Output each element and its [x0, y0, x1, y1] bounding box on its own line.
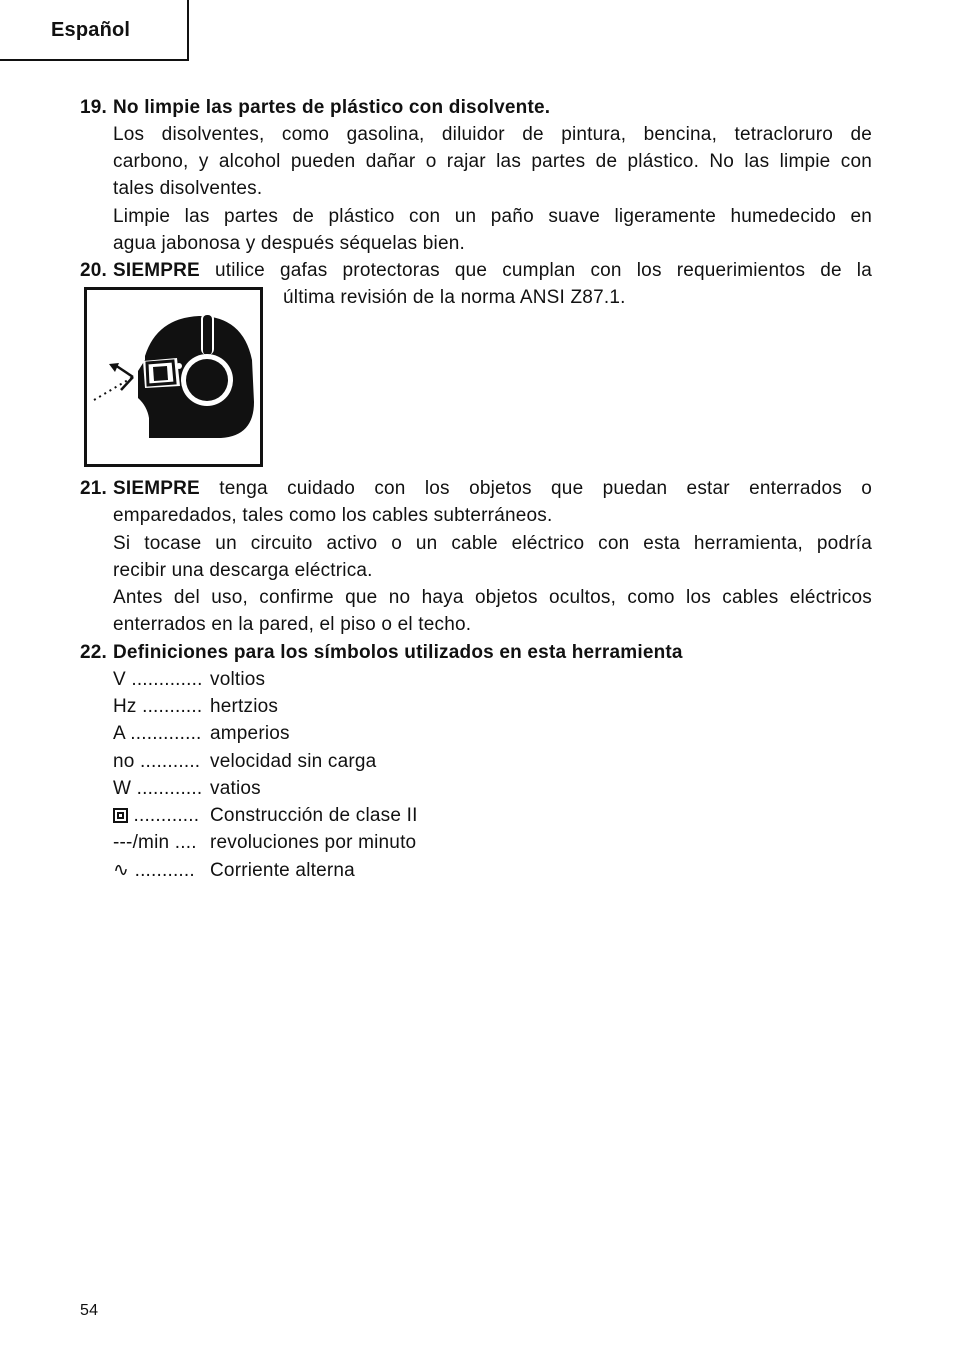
symbol-key: no ...........: [113, 751, 201, 772]
safety-goggles-ear-protection-icon: [84, 287, 263, 467]
item-20-line: [113, 257, 872, 284]
symbol-value: Construcción de clase II: [210, 805, 418, 826]
item-21-number: 21.: [80, 478, 108, 499]
symbol-key: ............: [133, 805, 200, 826]
symbol-row: [113, 720, 290, 747]
symbol-row: [113, 666, 266, 693]
alternating-current-icon: ∿ ...........: [113, 860, 195, 881]
symbol-key: ---/min ....: [113, 832, 197, 853]
symbol-row: [113, 802, 418, 829]
symbol-key: V .............: [113, 669, 203, 690]
symbol-value: Corriente alterna: [210, 860, 355, 881]
page-number: 54: [80, 1302, 99, 1319]
item-21-line: emparedados, tales como los cables subterráneos.: [113, 505, 553, 526]
item-22-number: 22.: [80, 642, 108, 663]
symbol-value: revoluciones por minuto: [210, 832, 417, 853]
class-ii-square-icon: [113, 808, 128, 823]
item-21-line: enterrados en la pared, el piso o el techo.: [113, 614, 472, 635]
symbol-value: vatios: [210, 778, 261, 799]
item-19-line: Limpie las partes de plástico con un paño suave ligeramente humedecido en: [113, 206, 872, 227]
symbol-row: [113, 857, 355, 884]
language-label: Español: [51, 19, 131, 41]
item-19-line: tales disolventes.: [113, 178, 263, 199]
item-21-line: recibir una descarga eléctrica.: [113, 560, 373, 581]
item-19-number: 19.: [80, 97, 108, 118]
symbol-row: [113, 748, 377, 775]
item-20-line: última revisión de la norma ANSI Z87.1.: [283, 287, 626, 308]
language-tab: [0, 0, 189, 61]
symbol-row: [113, 693, 279, 720]
item-19-line: agua jabonosa y después séquelas bien.: [113, 233, 465, 254]
item-20-lead: SIEMPRE: [113, 260, 200, 281]
item-19-line: carbono, y alcohol pueden dañar o rajar las partes de plástico. No las limpie con: [113, 151, 872, 172]
item-21-lead: SIEMPRE: [113, 478, 200, 499]
symbol-value: amperios: [210, 723, 290, 744]
item-20-number: 20.: [80, 260, 108, 281]
symbol-key: A .............: [113, 723, 202, 744]
symbol-row: [113, 775, 261, 802]
symbol-value: voltios: [210, 669, 266, 690]
symbol-key: W ............: [113, 778, 203, 799]
item-21-line: [113, 475, 872, 502]
symbol-key: Hz ...........: [113, 696, 203, 717]
item-19-title: No limpie las partes de plástico con disolvente.: [113, 97, 551, 118]
item-22-title: Definiciones para los símbolos utilizados en esta herramienta: [113, 642, 683, 663]
symbol-value: velocidad sin carga: [210, 751, 377, 772]
item-21-line: Si tocase un circuito activo o un cable eléctrico con esta herramienta, podría: [113, 533, 872, 554]
item-20-text: utilice gafas protectoras que cumplan con los requerimientos de la: [199, 260, 872, 281]
item-21-line: Antes del uso, confirme que no haya objetos ocultos, como los cables eléctricos: [113, 587, 872, 608]
symbol-value: hertzios: [210, 696, 279, 717]
item-21-text: tenga cuidado con los objetos que puedan estar enterrados o: [199, 478, 872, 499]
symbol-row: [113, 829, 417, 856]
item-19-line: Los disolventes, como gasolina, diluidor de pintura, bencina, tetracloruro de: [113, 124, 872, 145]
